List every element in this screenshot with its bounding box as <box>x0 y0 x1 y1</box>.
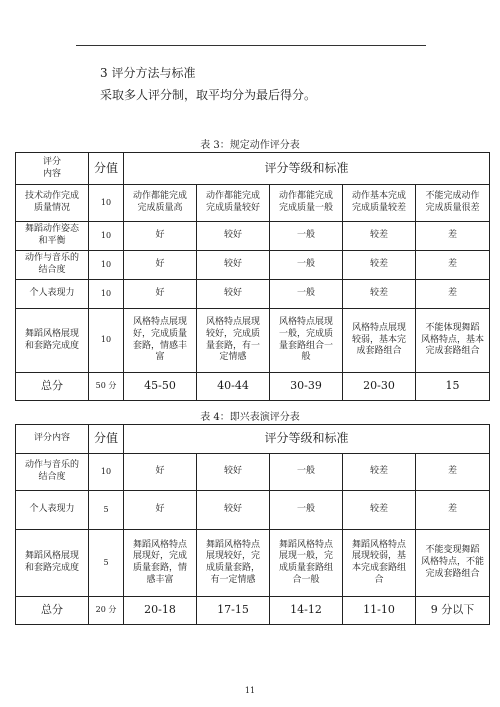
table3-total-label: 总分 <box>16 373 89 401</box>
table3-grade-cell: 动作都能完成 完成质量较好 <box>197 185 270 222</box>
table4-header-item: 评分内容 <box>16 425 89 454</box>
table4-grade-cell: 较差 <box>343 491 416 530</box>
table4-total-range: 9 分以下 <box>416 597 490 625</box>
table3-body <box>16 153 490 401</box>
table3-header-score: 分值 <box>89 153 124 185</box>
table3-grade-cell: 动作基本完成 完成质量较差 <box>343 185 416 222</box>
table3-total-score: 50 分 <box>89 373 124 401</box>
table3-grade-cell: 风格特点展现 好，完成质量 套路，情感丰 富 <box>124 309 197 373</box>
table4-grade-cell: 较好 <box>197 454 270 491</box>
table4-grade-cell: 舞蹈风格特点 展现好，完成 质量套路，情 感丰富 <box>124 530 197 597</box>
table3-grade-cell: 较差 <box>343 222 416 251</box>
table3-grade-cell: 动作都能完成 完成质量一般 <box>270 185 343 222</box>
table3-total-range: 45-50 <box>124 373 197 401</box>
table4-grade-cell: 差 <box>416 491 490 530</box>
table3-grade-cell: 好 <box>124 251 197 280</box>
table3-total-range: 20-30 <box>343 373 416 401</box>
table3-header-grade: 评分等级和标准 <box>124 153 490 185</box>
table3-total-range: 15 <box>416 373 490 401</box>
table3-grade-cell: 较差 <box>343 280 416 309</box>
table3-grade-cell: 差 <box>416 251 490 280</box>
table3-grade-cell: 一般 <box>270 251 343 280</box>
table3-row-score: 10 <box>89 309 124 373</box>
table4-grade-cell: 不能变现舞蹈 风格特点，不能 完成套路组合 <box>416 530 490 597</box>
table4-header-score: 分值 <box>89 425 124 454</box>
table3-row-score: 10 <box>89 222 124 251</box>
table3-grade-cell: 一般 <box>270 222 343 251</box>
table3-caption: 表 3：规定动作评分表 <box>200 140 300 151</box>
table3-row <box>16 251 490 280</box>
table3-row-score: 10 <box>89 185 124 222</box>
table3-grade-cell: 一般 <box>270 280 343 309</box>
table4-header-row <box>16 425 490 454</box>
table4-row <box>16 454 490 491</box>
table3-total-row <box>16 373 490 401</box>
table4-caption: 表 4：即兴表演评分表 <box>200 412 300 423</box>
section-heading: 3 评分方法与标准 <box>100 66 196 80</box>
table4-row-item: 个人表现力 <box>16 491 89 530</box>
table4-total-score: 20 分 <box>89 597 124 625</box>
table3-row <box>16 222 490 251</box>
table3-grade-cell: 好 <box>124 280 197 309</box>
table4-grade-cell: 舞蹈风格特点 展现较弱，基 本完成套路组 合 <box>343 530 416 597</box>
table4-grade-cell: 一般 <box>270 491 343 530</box>
table3-grade-cell: 风格特点展现 一般，完成质 量套路组合一 般 <box>270 309 343 373</box>
table4-total-row <box>16 597 490 625</box>
table4-row-item: 动作与音乐的 结合度 <box>16 454 89 491</box>
table3-total-range: 30-39 <box>270 373 343 401</box>
table3-grade-cell: 风格特点展现 较弱，基本完 成套路组合 <box>343 309 416 373</box>
table3-row-item: 个人表现力 <box>16 280 89 309</box>
table3-grade-cell: 较好 <box>197 222 270 251</box>
table4-grade-cell: 舞蹈风格特点 展现较好，完 成质量套路， 有一定情感 <box>197 530 270 597</box>
table3-grade-cell: 差 <box>416 280 490 309</box>
table3-grade-cell: 较差 <box>343 251 416 280</box>
table4-scoring-table <box>15 424 490 625</box>
table4-total-range: 14-12 <box>270 597 343 625</box>
table3-row-item: 舞蹈风格展现 和套路完成度 <box>16 309 89 373</box>
table4-body <box>16 425 490 625</box>
header-rule <box>76 45 426 46</box>
table3-grade-cell: 好 <box>124 222 197 251</box>
table4-row-score: 5 <box>89 530 124 597</box>
table4-grade-cell: 好 <box>124 491 197 530</box>
table3-row <box>16 309 490 373</box>
table4-header-grade: 评分等级和标准 <box>124 425 490 454</box>
table4-grade-cell: 好 <box>124 454 197 491</box>
page-number: 11 <box>244 686 256 695</box>
table3-grade-cell: 不能体现舞蹈 风格特点，基本 完成套路组合 <box>416 309 490 373</box>
table3-grade-cell: 不能完成动作 完成质量很差 <box>416 185 490 222</box>
table4-total-range: 11-10 <box>343 597 416 625</box>
table4-row-score: 5 <box>89 491 124 530</box>
table4-grade-cell: 一般 <box>270 454 343 491</box>
table3-row-item: 舞蹈动作姿态 和平衡 <box>16 222 89 251</box>
table3-total-range: 40-44 <box>197 373 270 401</box>
table3-row-score: 10 <box>89 280 124 309</box>
table4-grade-cell: 较差 <box>343 454 416 491</box>
table3-grade-cell: 动作都能完成 完成质量高 <box>124 185 197 222</box>
table3-row <box>16 185 490 222</box>
table4-row <box>16 530 490 597</box>
table4-row-score: 10 <box>89 454 124 491</box>
table4-total-range: 20-18 <box>124 597 197 625</box>
table4-row <box>16 491 490 530</box>
table3-header-row <box>16 153 490 185</box>
table3-row-item: 动作与音乐的 结合度 <box>16 251 89 280</box>
table3-grade-cell: 较好 <box>197 280 270 309</box>
table3-scoring-table <box>15 152 490 401</box>
table3-row-score: 10 <box>89 251 124 280</box>
table4-grade-cell: 较好 <box>197 491 270 530</box>
table3-grade-cell: 较好 <box>197 251 270 280</box>
table4-total-label: 总分 <box>16 597 89 625</box>
table3-grade-cell: 差 <box>416 222 490 251</box>
table4-grade-cell: 舞蹈风格特点 展现一般，完 成质量套路组 合一般 <box>270 530 343 597</box>
table3-header-item: 评分 内容 <box>16 153 89 185</box>
table4-grade-cell: 差 <box>416 454 490 491</box>
table4-total-range: 17-15 <box>197 597 270 625</box>
table4-row-item: 舞蹈风格展现 和套路完成度 <box>16 530 89 597</box>
table3-grade-cell: 风格特点展现 较好，完成质 量套路，有一 定情感 <box>197 309 270 373</box>
table3-row-item: 技术动作完成 质量情况 <box>16 185 89 222</box>
table3-row <box>16 280 490 309</box>
section-paragraph: 采取多人评分制，取平均分为最后得分。 <box>100 88 317 102</box>
